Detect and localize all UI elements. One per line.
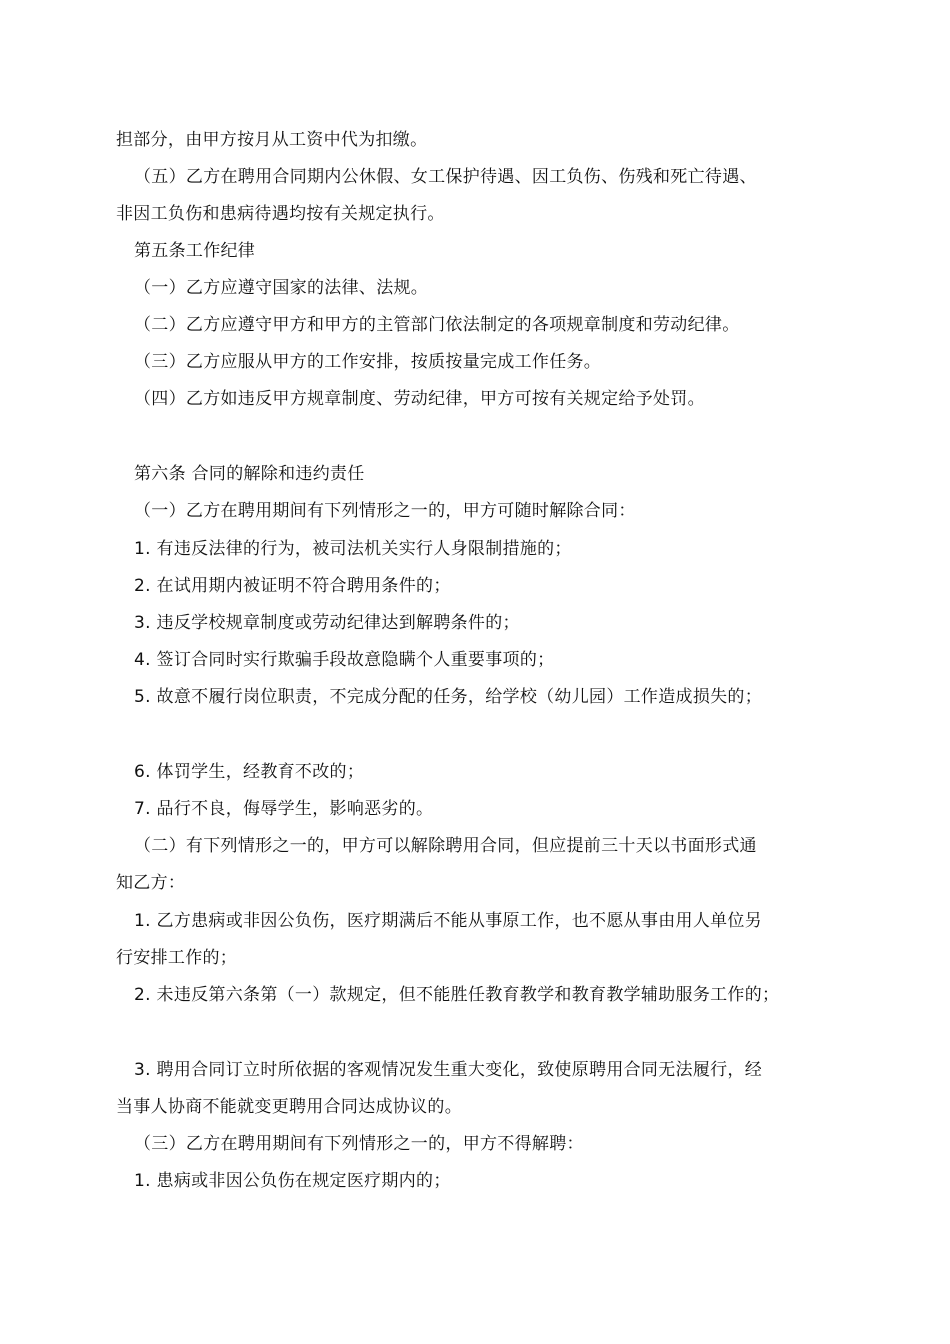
list-item: 7. 品行不良，侮辱学生，影响恶劣的。 [134,799,434,819]
text-line: 非因工负伤和患病待遇均按有关规定执行。 [116,204,445,224]
list-item: 4. 签订合同时实行欺骗手段故意隐瞒个人重要事项的； [134,650,555,670]
text-line: 行安排工作的； [116,948,238,968]
text-line: （二）有下列情形之一的，甲方可以解除聘用合同，但应提前三十天以书面形式通 [134,836,757,856]
text-line: 担部分，由甲方按月从工资中代为扣缴。 [116,130,428,150]
text-line: （五）乙方在聘用合同期内公休假、女工保护待遇、因工负伤、伤残和死亡待遇、 [134,167,757,187]
list-item: 5. 故意不履行岗位职责，不完成分配的任务，给学校（幼儿园）工作造成损失的； [134,687,763,707]
section-heading: 第五条工作纪律 [134,241,256,261]
list-item: 1. 乙方患病或非因公负伤，医疗期满后不能从事原工作，也不愿从事由用人单位另 [134,911,763,931]
text-line: （一）乙方在聘用期间有下列情形之一的，甲方可随时解除合同： [134,501,636,521]
list-item: 3. 聘用合同订立时所依据的客观情况发生重大变化，致使原聘用合同无法履行，经 [134,1060,763,1080]
text-line: 当事人协商不能就变更聘用合同达成协议的。 [116,1097,462,1117]
list-item: 6. 体罚学生，经教育不改的； [134,762,365,782]
text-line: （三）乙方应服从甲方的工作安排，按质按量完成工作任务。 [134,352,602,372]
list-item: 2. 在试用期内被证明不符合聘用条件的； [134,576,451,596]
text-line: （二）乙方应遵守甲方和甲方的主管部门依法制定的各项规章制度和劳动纪律。 [134,315,740,335]
text-line: （一）乙方应遵守国家的法律、法规。 [134,278,429,298]
list-item: 1. 患病或非因公负伤在规定医疗期内的； [134,1171,451,1191]
list-item: 3. 违反学校规章制度或劳动纪律达到解聘条件的； [134,613,520,633]
list-item: 2. 未违反第六条第（一）款规定，但不能胜任教育教学和教育教学辅助服务工作的； [134,985,780,1005]
section-heading: 第六条 合同的解除和违约责任 [134,464,365,484]
text-line: （四）乙方如违反甲方规章制度、劳动纪律，甲方可按有关规定给予处罚。 [134,389,705,409]
text-line: 知乙方： [116,873,186,893]
text-line: （三）乙方在聘用期间有下列情形之一的，甲方不得解聘： [134,1134,584,1154]
list-item: 1. 有违反法律的行为，被司法机关实行人身限制措施的； [134,539,572,559]
